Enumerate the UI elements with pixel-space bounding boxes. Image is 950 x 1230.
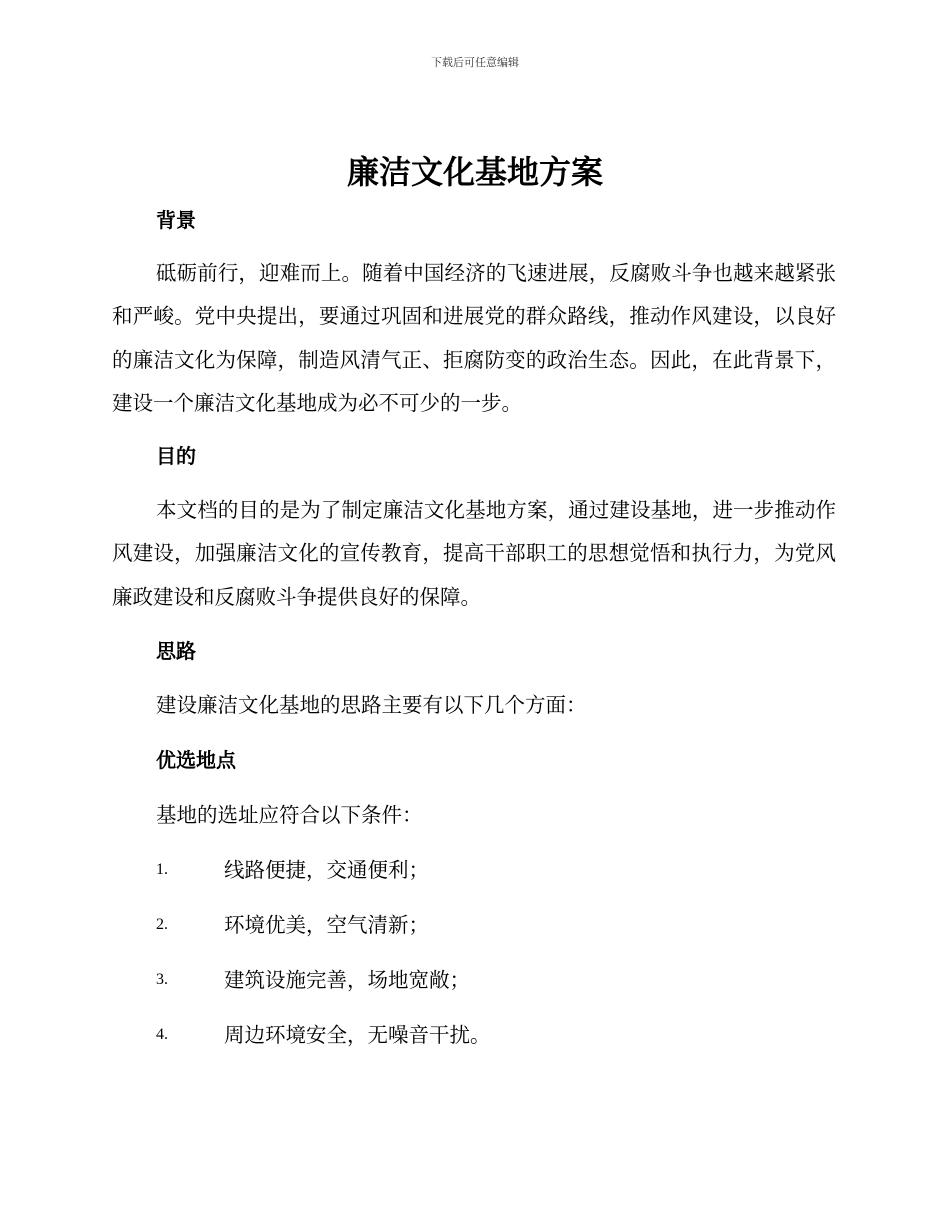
paragraph-purpose: 本文档的目的是为了制定廉洁文化基地方案，通过建设基地，进一步推动作风建设，加强廉洁文化的宣传教育，提高干部职工的思想觉悟和执行力，为党风廉政建设和反腐败斗争提供良好的保障。 <box>112 498 836 609</box>
paragraph-location-intro: 基地的选址应符合以下条件： <box>156 803 423 827</box>
paragraph-background: 砥砺前行，迎难而上。随着中国经济的飞速进展，反腐败斗争也越来越紧张和严峻。党中央提出，要通过巩固和进展党的群众路线，推动作风建设，以良好的廉洁文化为保障，制造风清气正、拒腐防变的政治生态。因此，在此背景下，建设一个廉洁文化基地成为必不可少的一步。 <box>112 261 836 415</box>
list-item-number: 2. <box>156 916 168 933</box>
list-item-number: 1. <box>156 861 168 878</box>
section-heading-background: 背景 <box>156 208 196 232</box>
document-title: 廉洁文化基地方案 <box>346 153 603 191</box>
page-header: 下载后可任意编辑 <box>431 56 519 69</box>
paragraph-approach: 建设廉洁文化基地的思路主要有以下几个方面： <box>156 693 587 717</box>
section-heading-purpose: 目的 <box>156 444 196 468</box>
list-item-text: 周边环境安全，无噪音干扰。 <box>224 1023 491 1047</box>
list-item-text: 环境优美，空气清新； <box>224 913 429 937</box>
list-item-text: 线路便捷，交通便利； <box>224 858 429 882</box>
section-heading-approach: 思路 <box>156 639 196 663</box>
list-item-number: 3. <box>156 971 168 988</box>
list-item-number: 4. <box>156 1026 168 1043</box>
section-heading-location: 优选地点 <box>156 748 236 772</box>
list-item-text: 建筑设施完善，场地宽敞； <box>224 968 470 992</box>
